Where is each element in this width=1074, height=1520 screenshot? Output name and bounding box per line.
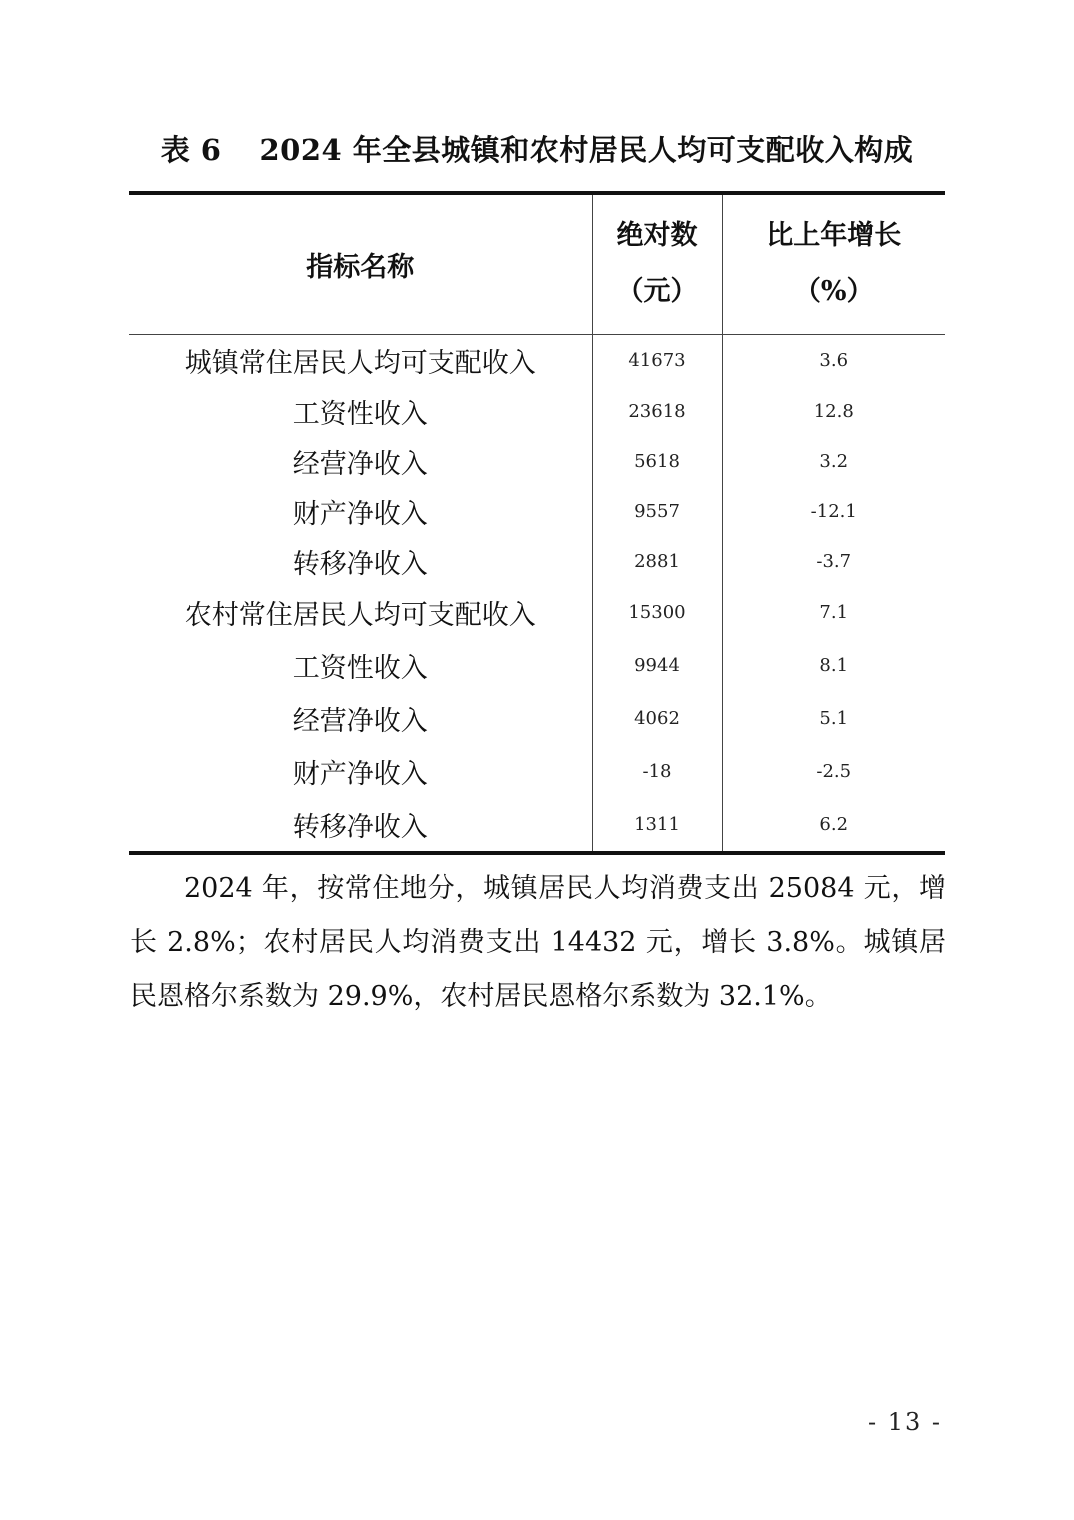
- row-name: 工资性收入: [292, 653, 428, 684]
- table-row: [129, 586, 945, 639]
- row-growth: 3.6: [722, 334, 945, 386]
- row-growth: 6.2: [722, 798, 945, 853]
- table-number: 表 6: [160, 133, 222, 167]
- row-name: 工资性收入: [292, 398, 428, 430]
- row-value: 15300: [592, 586, 722, 639]
- row-value: 41673: [592, 334, 722, 386]
- row-growth: 12.8: [722, 386, 945, 436]
- row-value: 23618: [592, 386, 722, 436]
- row-name: 经营净收入: [292, 448, 428, 480]
- row-growth: -3.7: [722, 536, 945, 586]
- row-value: 4062: [592, 692, 722, 745]
- header-indicator-name: 指标名称: [129, 193, 592, 334]
- row-name: 城镇常住居民人均可支配收入: [184, 347, 536, 379]
- table-row: [129, 639, 945, 692]
- row-growth: 3.2: [722, 436, 945, 486]
- header-absolute-value-unit: （元）: [616, 276, 698, 308]
- header-absolute-value-label: 绝对数: [616, 220, 698, 252]
- row-growth: 8.1: [722, 639, 945, 692]
- row-name: 农村常住居民人均可支配收入: [184, 600, 536, 631]
- table-title-text: 2024 年全县城镇和农村居民人均可支配收入构成: [259, 133, 914, 167]
- row-growth: 7.1: [722, 586, 945, 639]
- table-header-row: [129, 193, 945, 334]
- row-growth: -2.5: [722, 745, 945, 798]
- row-name: 财产净收入: [292, 759, 428, 790]
- header-growth-label: 比上年增长: [766, 220, 902, 252]
- row-value: 9944: [592, 639, 722, 692]
- table-row: [129, 536, 945, 586]
- row-growth: -12.1: [722, 486, 945, 536]
- table-title: [0, 128, 1074, 169]
- header-growth: [722, 193, 945, 334]
- table-row: [129, 436, 945, 486]
- header-growth-unit: （%）: [793, 276, 874, 308]
- header-absolute-value: [592, 193, 722, 334]
- row-value: -18: [592, 745, 722, 798]
- row-name: 财产净收入: [292, 498, 428, 530]
- row-name: 转移净收入: [129, 798, 592, 853]
- page-number: - 13 -: [868, 1408, 943, 1436]
- table-row: [129, 486, 945, 536]
- row-name: 经营净收入: [292, 706, 428, 737]
- row-value: 1311: [592, 798, 722, 853]
- income-table: [129, 191, 945, 855]
- row-value: 5618: [592, 436, 722, 486]
- consumption-paragraph: 2024 年，按常住地分，城镇居民人均消费支出 25084 元，增长 2.8%；农村居民人均消费支出 14432 元，增长 3.8%。城镇居民恩格尔系数为 29.9%，农村居民恩格尔系数为 32.1%。: [130, 873, 946, 1012]
- table-row: [129, 386, 945, 436]
- table-row: [129, 745, 945, 798]
- row-value: 9557: [592, 486, 722, 536]
- row-value: 2881: [592, 536, 722, 586]
- row-name: 转移净收入: [292, 548, 428, 580]
- table-row: [129, 798, 945, 853]
- table-row: [129, 334, 945, 386]
- table-row: [129, 692, 945, 745]
- row-growth: 5.1: [722, 692, 945, 745]
